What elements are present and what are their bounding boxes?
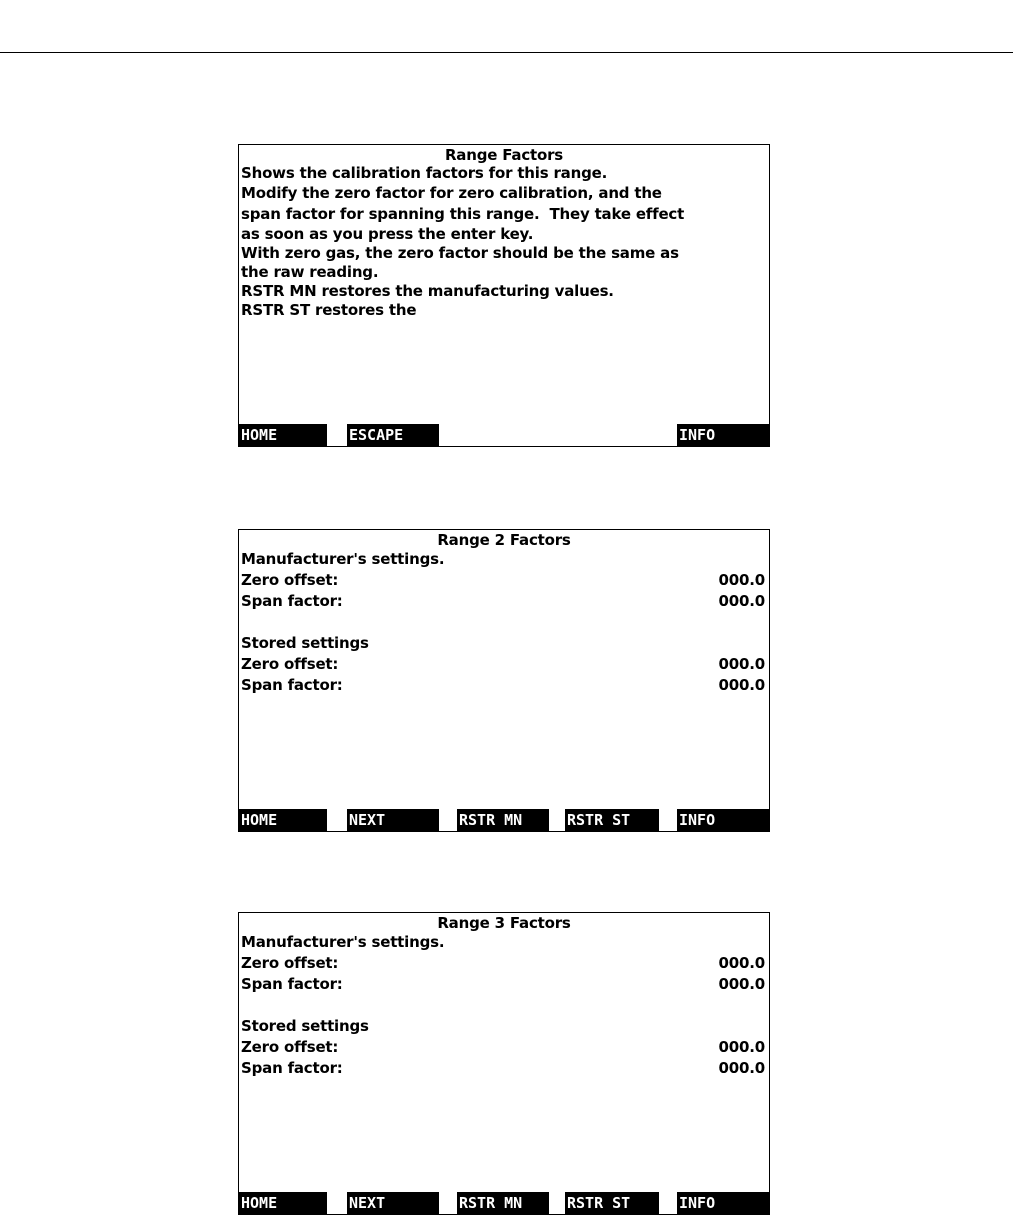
info-softkey[interactable]: INFO <box>677 809 769 831</box>
spacer <box>241 995 765 1016</box>
zero-offset-value[interactable]: 000.0 <box>718 954 765 972</box>
screen-title: Range Factors <box>444 146 564 164</box>
span-factor-value[interactable]: 000.0 <box>718 975 765 993</box>
help-line: RSTR ST restores the <box>241 301 417 319</box>
screen-title: Range 2 Factors <box>437 531 571 549</box>
next-softkey[interactable]: NEXT <box>347 1192 439 1214</box>
help-line: With zero gas, the zero factor should be the same as <box>241 244 679 262</box>
screen-title: Range 3 Factors <box>437 914 571 932</box>
zero-offset-label: Zero offset: <box>241 1038 339 1056</box>
restore-manufacturer-softkey[interactable]: RSTR MN <box>457 809 549 831</box>
help-line: span factor for spanning this range. They take effect <box>241 205 685 223</box>
zero-offset-label: Zero offset: <box>241 655 339 673</box>
manufacturer-settings-heading: Manufacturer's settings. <box>241 933 445 951</box>
help-line: Modify the zero factor for zero calibration, and the <box>241 184 662 202</box>
range-factors-help-screen <box>238 144 770 447</box>
span-factor-label: Span factor: <box>241 1059 343 1077</box>
page-top-rule <box>0 52 1013 53</box>
home-softkey[interactable]: HOME <box>239 1192 327 1214</box>
zero-offset-value[interactable]: 000.0 <box>718 571 765 589</box>
stored-settings-heading: Stored settings <box>241 634 369 652</box>
zero-offset-label: Zero offset: <box>241 571 339 589</box>
span-factor-label: Span factor: <box>241 975 343 993</box>
home-softkey[interactable]: HOME <box>239 809 327 831</box>
settings-list <box>241 932 765 1079</box>
restore-stored-softkey[interactable]: RSTR ST <box>565 1192 659 1214</box>
zero-offset-value[interactable]: 000.0 <box>718 655 765 673</box>
span-factor-value[interactable]: 000.0 <box>718 1059 765 1077</box>
range-2-factors-screen <box>238 529 770 832</box>
info-softkey[interactable]: INFO <box>677 1192 769 1214</box>
span-factor-label: Span factor: <box>241 676 343 694</box>
range-3-factors-screen <box>238 912 770 1215</box>
softkey-bar <box>239 424 769 446</box>
manufacturer-settings-heading: Manufacturer's settings. <box>241 550 445 568</box>
next-softkey[interactable]: NEXT <box>347 809 439 831</box>
restore-manufacturer-softkey[interactable]: RSTR MN <box>457 1192 549 1214</box>
span-factor-value[interactable]: 000.0 <box>718 592 765 610</box>
softkey-bar <box>239 809 769 831</box>
stored-span-factor-row <box>241 1058 765 1079</box>
mfr-span-factor-row <box>241 591 765 612</box>
zero-offset-label: Zero offset: <box>241 954 339 972</box>
span-factor-label: Span factor: <box>241 592 343 610</box>
info-softkey[interactable]: INFO <box>677 424 769 446</box>
escape-softkey[interactable]: ESCAPE <box>347 424 439 446</box>
spacer <box>241 612 765 633</box>
help-text <box>241 164 765 320</box>
mfr-span-factor-row <box>241 974 765 995</box>
restore-stored-softkey[interactable]: RSTR ST <box>565 809 659 831</box>
stored-zero-offset-row <box>241 654 765 675</box>
home-softkey[interactable]: HOME <box>239 424 327 446</box>
zero-offset-value[interactable]: 000.0 <box>718 1038 765 1056</box>
mfr-zero-offset-row <box>241 953 765 974</box>
help-line: the raw reading. <box>241 263 379 281</box>
stored-zero-offset-row <box>241 1037 765 1058</box>
settings-list <box>241 549 765 696</box>
span-factor-value[interactable]: 000.0 <box>718 676 765 694</box>
help-line: RSTR MN restores the manufacturing values. <box>241 282 614 300</box>
stored-settings-heading: Stored settings <box>241 1017 369 1035</box>
softkey-bar <box>239 1192 769 1214</box>
help-line: as soon as you press the enter key. <box>241 225 534 243</box>
mfr-zero-offset-row <box>241 570 765 591</box>
stored-span-factor-row <box>241 675 765 696</box>
help-line: Shows the calibration factors for this range. <box>241 164 608 182</box>
